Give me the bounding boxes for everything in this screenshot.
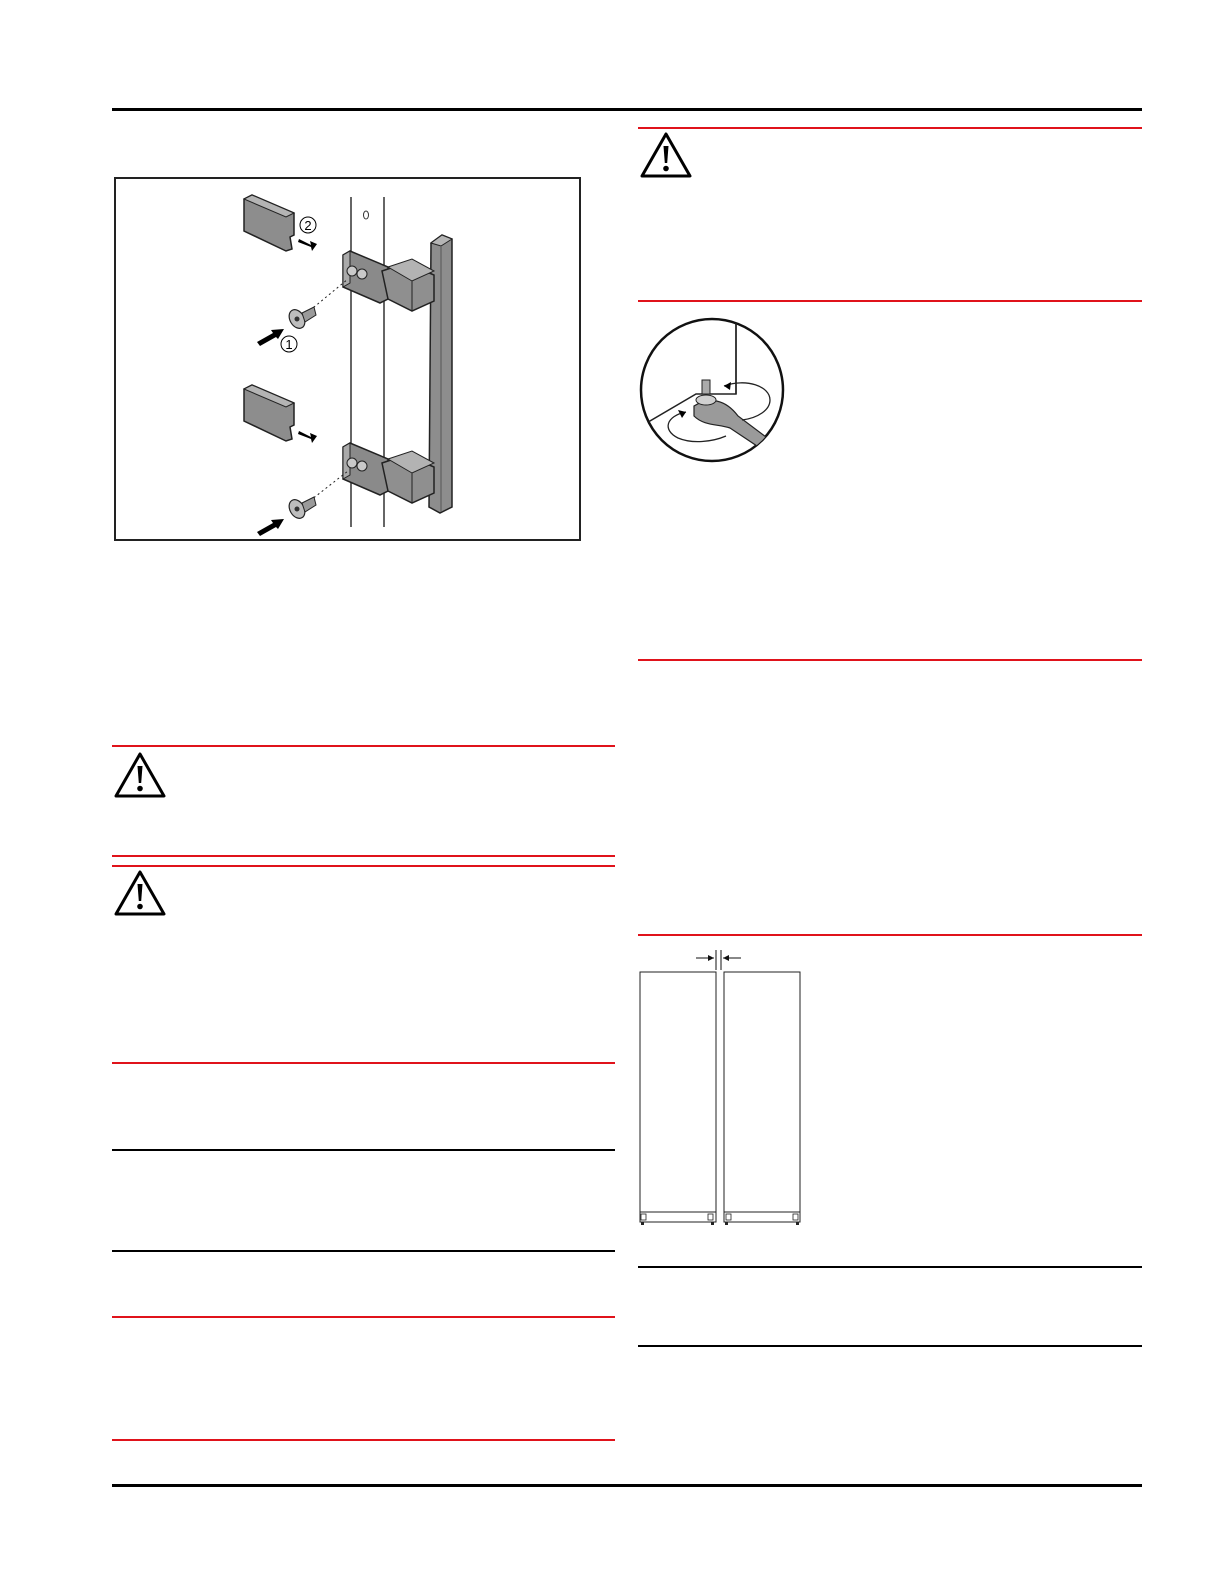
section-rule-left-5: [112, 1250, 615, 1252]
warning-rule-2a: [112, 855, 615, 857]
callout-2: 2: [304, 218, 312, 233]
section-rule-right-6: [638, 1345, 1142, 1347]
warning-rule-right-1: [638, 127, 1142, 129]
handle-install-figure: [114, 177, 581, 541]
top-rule: [112, 108, 1142, 111]
warning-triangle-icon: [640, 131, 692, 179]
warning-rule-2b: [112, 865, 615, 867]
section-rule-right-3: [638, 659, 1142, 661]
wrench-leveling-icon: [638, 316, 788, 466]
door-gap-icon: [638, 944, 804, 1230]
section-rule-right-4: [638, 934, 1142, 936]
section-rule-right-2: [638, 300, 1142, 302]
warning-rule-1: [112, 745, 615, 747]
section-rule-left-7: [112, 1439, 615, 1441]
warning-triangle-icon: [114, 751, 166, 799]
section-rule-left-3: [112, 1062, 615, 1064]
section-rule-left-6: [112, 1316, 615, 1318]
warning-triangle-icon: [114, 869, 166, 917]
section-rule-left-4: [112, 1149, 615, 1151]
section-rule-right-5: [638, 1266, 1142, 1268]
callout-1: 1: [285, 337, 293, 352]
bottom-rule: [112, 1484, 1142, 1487]
